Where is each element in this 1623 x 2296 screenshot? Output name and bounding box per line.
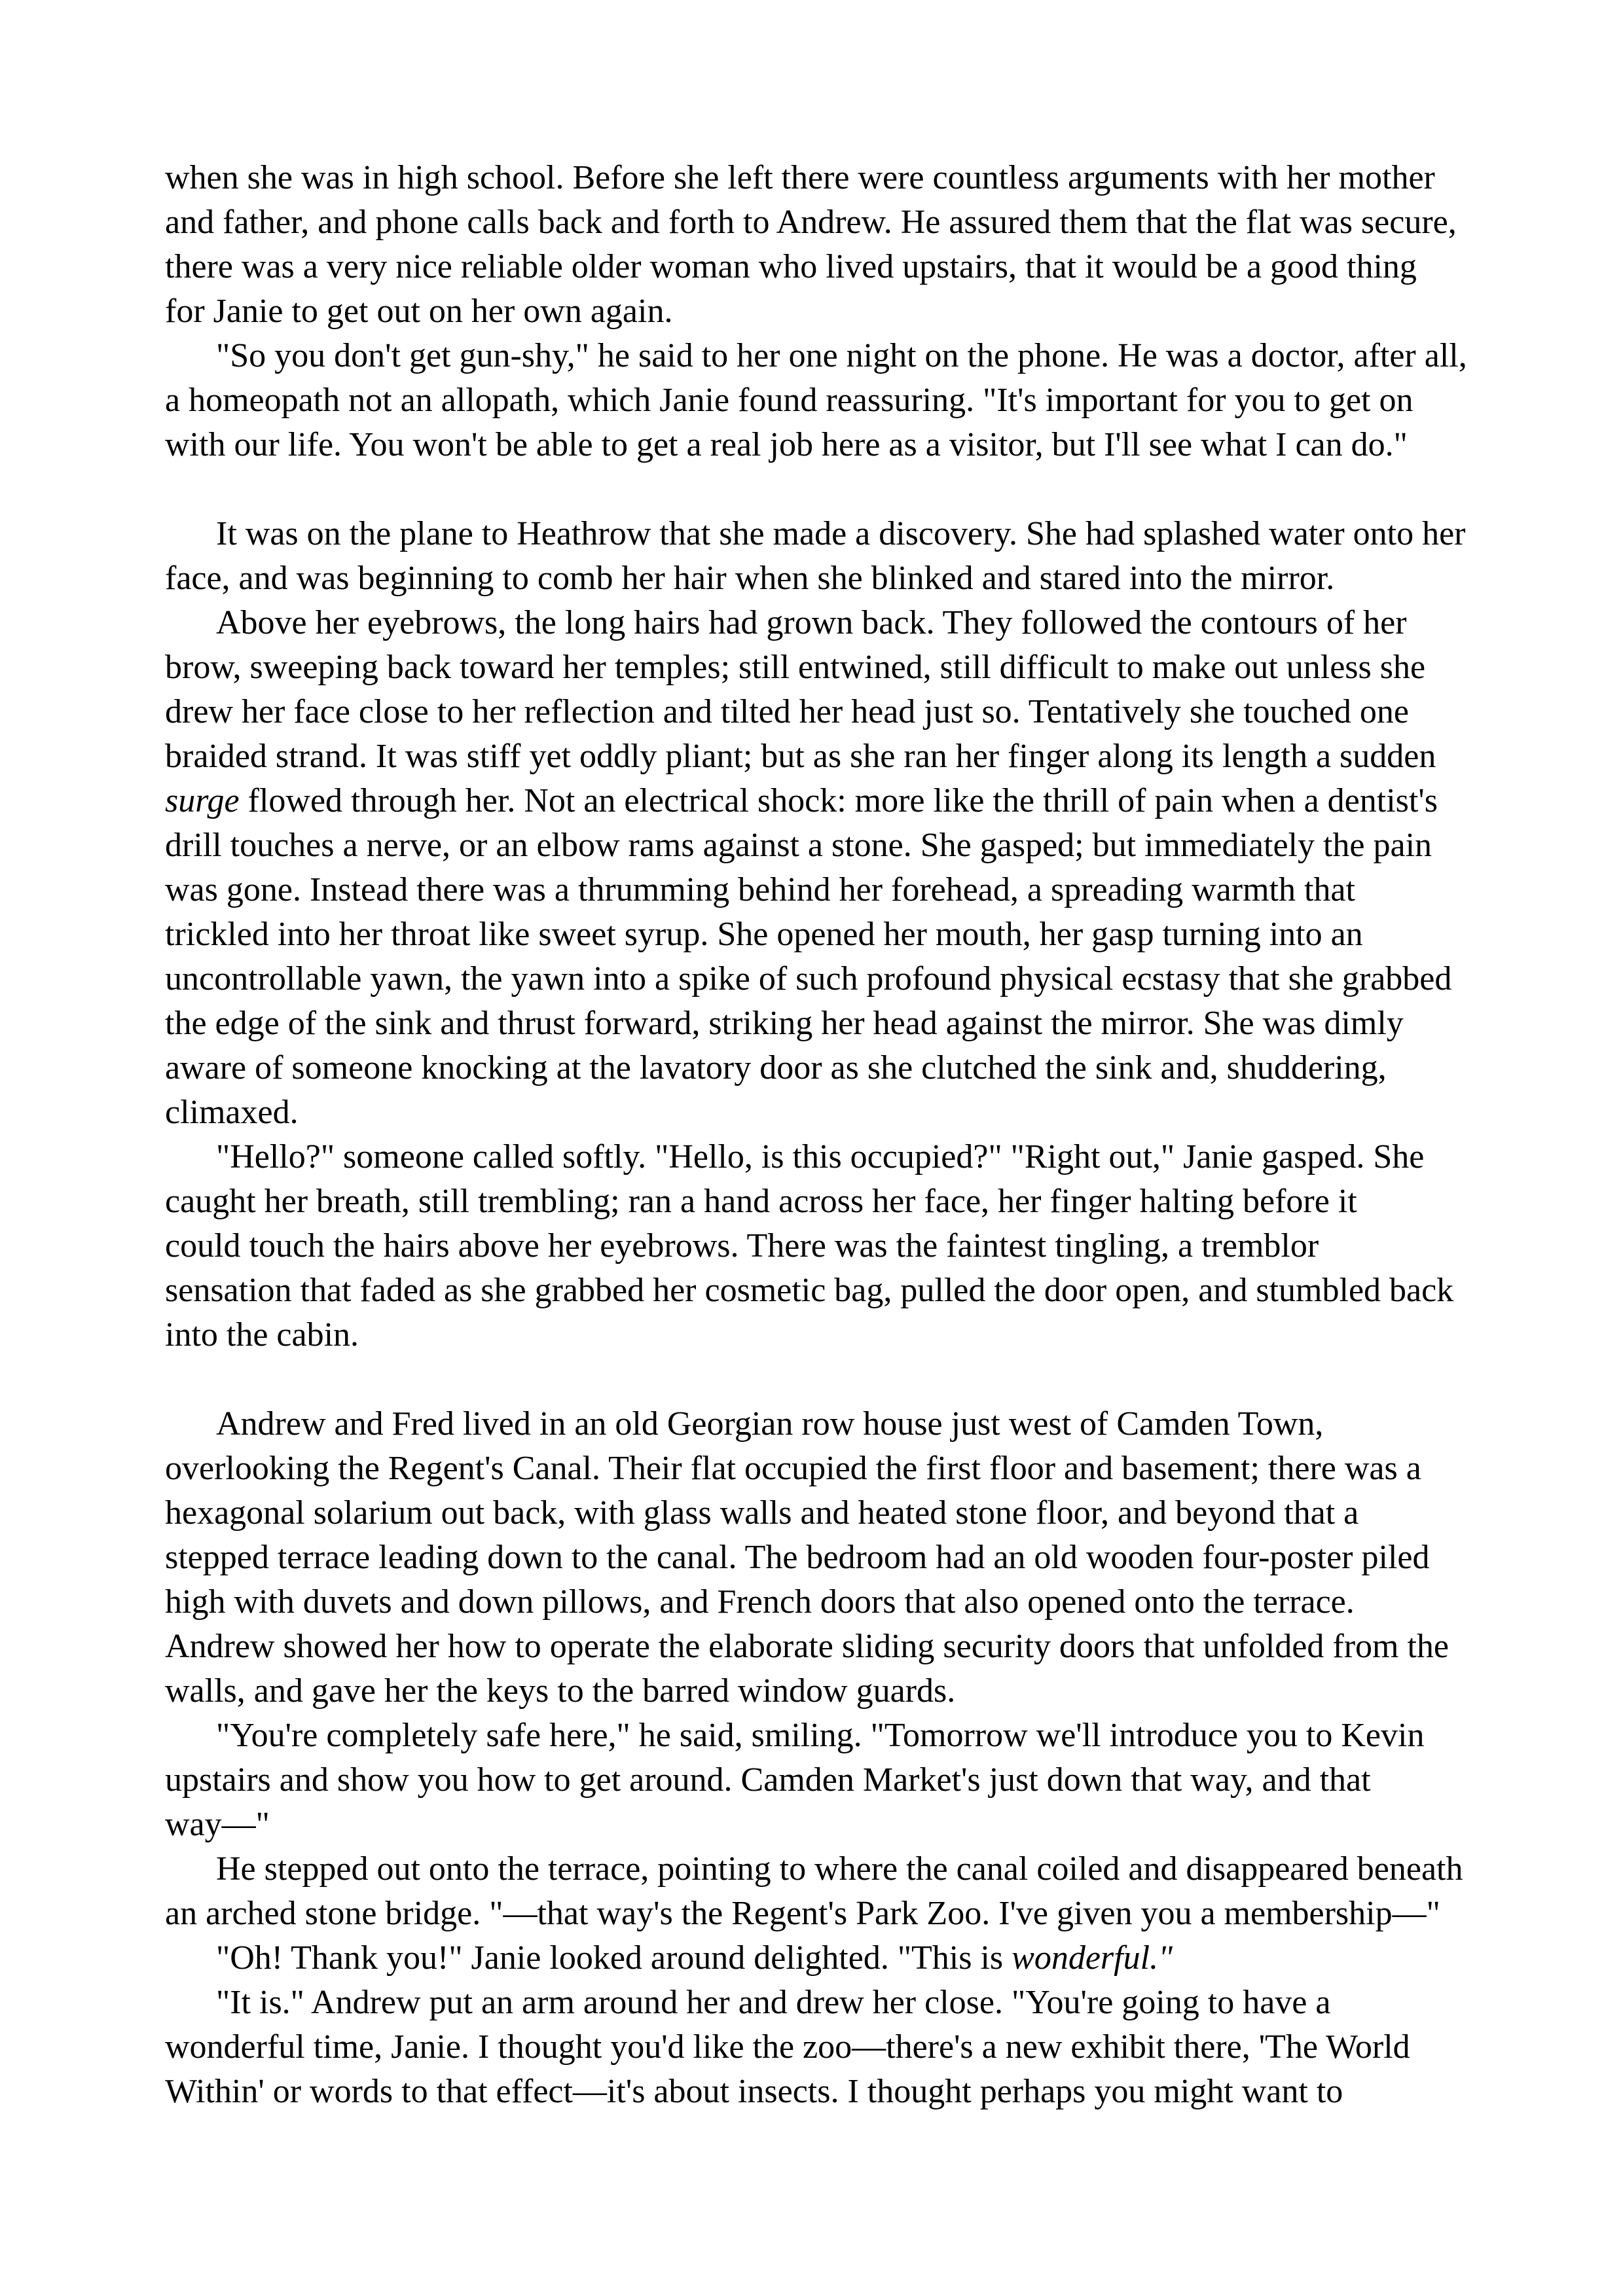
- text-line: [216, 603, 1407, 643]
- text-line: [165, 870, 1355, 910]
- text-line: [165, 425, 1408, 465]
- text-segment: climaxed.: [165, 1094, 299, 1131]
- text-line: [165, 960, 1451, 999]
- text-line: [165, 1538, 1429, 1577]
- text-line: [165, 1049, 1387, 1088]
- text-line: [165, 1316, 359, 1355]
- text-segment: "So you don't get gun-shy," he said to her one night on the phone. He was a doctor, after all,: [216, 337, 1467, 374]
- text-line: [165, 648, 1425, 687]
- text-segment: upstairs and show you how to get around. Camden Market's just down that way, and that: [165, 1761, 1371, 1799]
- text-line: [216, 514, 1466, 554]
- text-segment: hexagonal solarium out back, with glass walls and heated stone floor, and beyond that a: [165, 1494, 1359, 1532]
- text-segment: walls, and gave her the keys to the barred window guards.: [165, 1672, 956, 1710]
- text-segment: Above her eyebrows, the long hairs had grown back. They followed the contours of her: [216, 604, 1407, 641]
- text-segment: a homeopath not an allopath, which Janie found reassuring. "It's important for you to get on: [165, 382, 1413, 419]
- text-line: [165, 1805, 270, 1844]
- text-segment: Andrew showed her how to operate the elaborate sliding security doors that unfolded from the: [165, 1628, 1449, 1665]
- text-segment: could touch the hairs above her eyebrows. There was the faintest tingling, a tremblor: [165, 1227, 1319, 1265]
- text-segment: It was on the plane to Heathrow that she made a discovery. She had splashed water onto her: [216, 515, 1466, 552]
- text-line: [165, 915, 1363, 954]
- text-segment: stepped terrace leading down to the canal. The bedroom had an old wooden four-poster piled: [165, 1539, 1430, 1576]
- text-line: [165, 292, 672, 331]
- text-segment: drew her face close to her reflection and tilted her head just so. Tentatively she touched one: [165, 693, 1409, 730]
- italic-text: surge: [165, 782, 240, 819]
- text-line: [165, 381, 1413, 420]
- text-segment: "You're completely safe here," he said, smiling. "Tomorrow we'll introduce you to Kevin: [216, 1717, 1425, 1754]
- text-segment: He stepped out onto the terrace, pointing to where the canal coiled and disappeared beneath: [216, 1850, 1463, 1888]
- text-segment: there was a very nice reliable older woman who lived upstairs, that it would be a good thing: [165, 248, 1417, 285]
- text-segment: overlooking the Regent's Canal. Their flat occupied the first floor and basement; there was a: [165, 1450, 1421, 1487]
- text-segment: braided strand. It was stiff yet oddly pliant; but as she ran her finger along its length a sudden: [165, 738, 1436, 775]
- text-segment: "It is." Andrew put an arm around her and drew her close. "You're going to have a: [216, 1984, 1331, 2021]
- text-line: [165, 1627, 1449, 1666]
- text-segment: way—": [165, 1806, 270, 1843]
- text-line: [216, 1405, 1323, 1444]
- text-segment: into the cabin.: [165, 1316, 359, 1354]
- text-segment: sensation that faded as she grabbed her cosmetic bag, pulled the door open, and stumbled back: [165, 1272, 1454, 1309]
- text-line: [216, 336, 1467, 376]
- text-line: [165, 2028, 1410, 2067]
- text-line: [165, 158, 1435, 198]
- text-line: [165, 692, 1409, 732]
- text-line: [216, 1716, 1424, 1755]
- text-segment: when she was in high school. Before she left there were countless arguments with her mother: [165, 159, 1435, 196]
- text-line: [165, 1227, 1319, 1266]
- text-line: [165, 1494, 1359, 1533]
- text-line: [165, 1182, 1357, 1221]
- text-segment: flowed through her. Not an electrical shock: more like the thrill of pain when a dentist's: [239, 782, 1438, 819]
- text-segment: Within' or words to that effect—it's about insects. I thought perhaps you might want to: [165, 2073, 1343, 2110]
- text-line: [165, 203, 1457, 242]
- text-segment: "Hello?" someone called softly. "Hello, is this occupied?" "Right out," Janie gasped. She: [216, 1138, 1425, 1175]
- text-line: [165, 781, 1438, 821]
- text-segment: brow, sweeping back toward her temples; still entwined, still difficult to make out unless she: [165, 649, 1426, 686]
- text-segment: with our life. You won't be able to get a real job here as a visitor, but I'll see what I can do.": [165, 426, 1408, 463]
- text-segment: the edge of the sink and thrust forward, striking her head against the mirror. She was dimly: [165, 1005, 1404, 1042]
- text-segment: aware of someone knocking at the lavatory door as she clutched the sink and, shuddering,: [165, 1049, 1387, 1086]
- text-line: [165, 247, 1417, 287]
- text-line: [216, 1983, 1330, 2022]
- text-segment: was gone. Instead there was a thrumming behind her forehead, a spreading warmth that: [165, 871, 1355, 908]
- text-segment: high with duvets and down pillows, and French doors that also opened onto the terrace.: [165, 1583, 1355, 1621]
- text-line: [216, 1850, 1463, 1889]
- text-line: [165, 1004, 1404, 1043]
- text-line: [165, 2072, 1343, 2111]
- text-line: [165, 1672, 955, 1711]
- text-segment: uncontrollable yawn, the yawn into a spike of such profound physical ecstasy that she grabbed: [165, 960, 1452, 997]
- text-line: [165, 1761, 1371, 1800]
- text-line: [165, 1093, 299, 1132]
- text-segment: trickled into her throat like sweet syrup. She opened her mouth, her gasp turning into an: [165, 916, 1363, 953]
- text-segment: an arched stone bridge. "—that way's the Regent's Park Zoo. I've given you a membership—": [165, 1895, 1440, 1932]
- italic-text: wonderful.": [1012, 1939, 1173, 1977]
- text-line: [165, 826, 1432, 865]
- text-line: [216, 1939, 1173, 1978]
- text-line: [165, 1449, 1421, 1488]
- text-segment: Andrew and Fred lived in an old Georgian row house just west of Camden Town,: [216, 1405, 1324, 1443]
- text-segment: drill touches a nerve, or an elbow rams against a stone. She gasped; but immediately the pain: [165, 827, 1432, 864]
- text-segment: caught her breath, still trembling; ran a hand across her face, her finger halting before it: [165, 1183, 1357, 1220]
- text-segment: for Janie to get out on her own again.: [165, 293, 673, 330]
- text-segment: and father, and phone calls back and forth to Andrew. He assured them that the flat was secure,: [165, 204, 1457, 241]
- text-line: [165, 1894, 1440, 1933]
- text-segment: face, and was beginning to comb her hair when she blinked and stared into the mirror.: [165, 560, 1335, 597]
- text-line: [165, 1271, 1453, 1310]
- text-line: [165, 737, 1436, 776]
- text-line: [216, 1138, 1424, 1177]
- text-segment: "Oh! Thank you!" Janie looked around delighted. "This is: [216, 1939, 1012, 1977]
- text-line: [165, 559, 1334, 598]
- text-segment: wonderful time, Janie. I thought you'd like the zoo—there's a new exhibit there, 'The World: [165, 2028, 1410, 2066]
- text-line: [165, 1583, 1355, 1622]
